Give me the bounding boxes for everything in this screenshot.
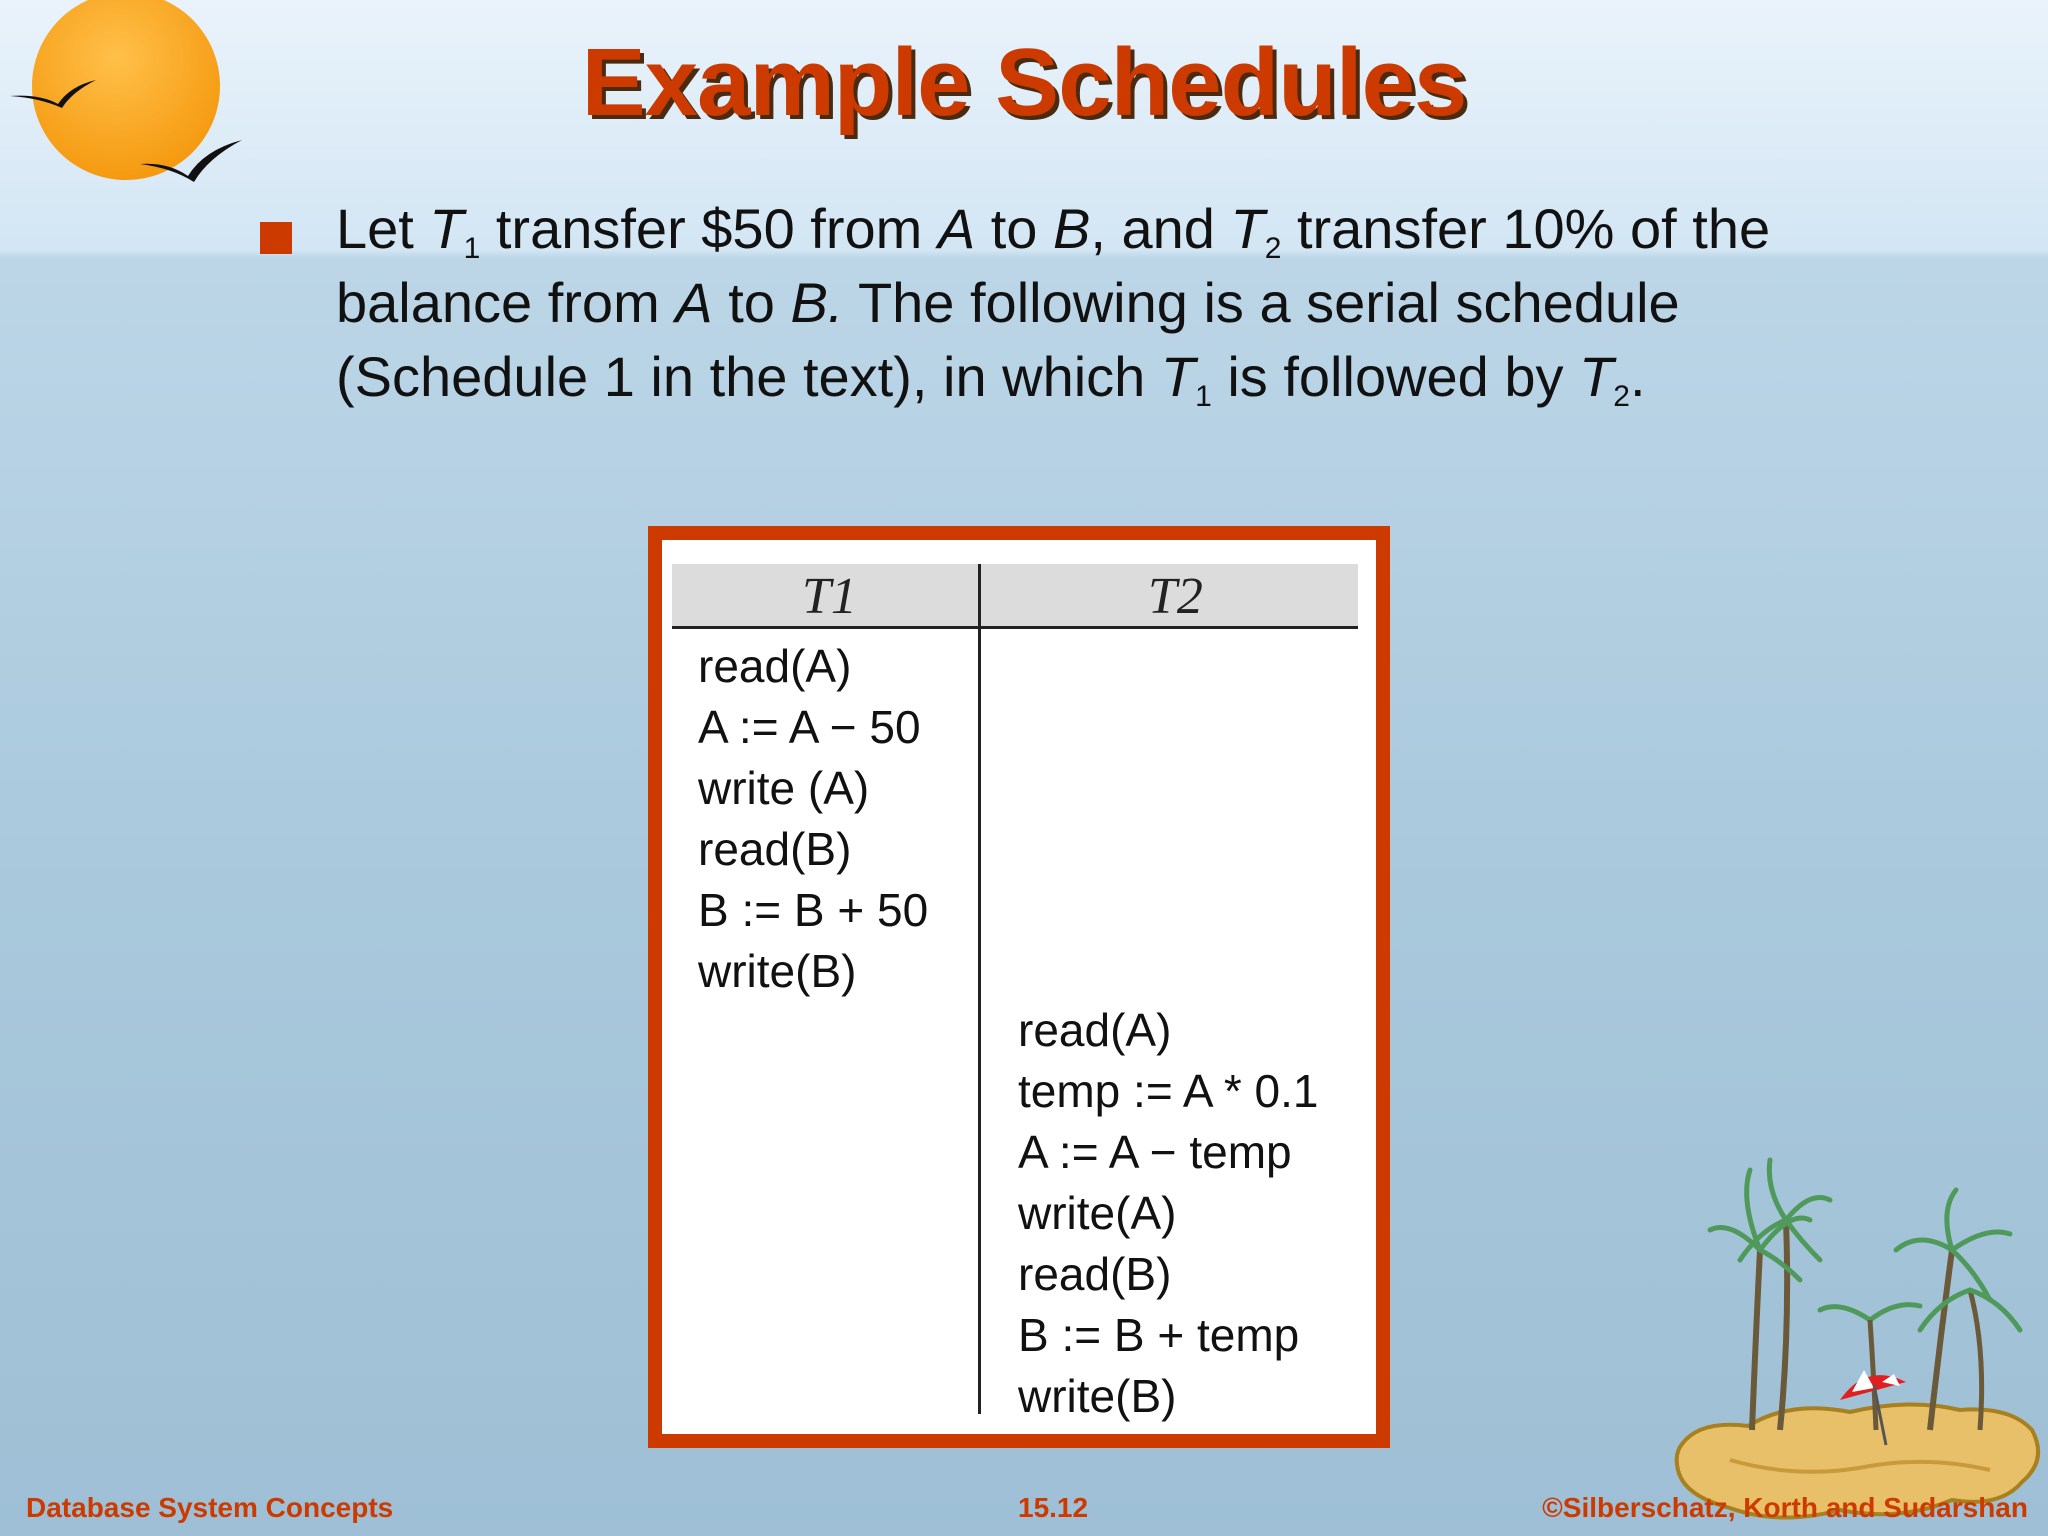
bullet-text: [336, 192, 1796, 414]
text-segment: to: [975, 197, 1054, 260]
t2-operation: read(B): [1018, 1248, 1172, 1300]
italic-var: T: [429, 197, 464, 260]
subscript: 2: [1264, 232, 1282, 265]
t2-operation: A := A − temp: [1018, 1126, 1292, 1178]
text-segment: The following is a serial schedule (Schedule 1 in the text), in which: [336, 271, 1680, 408]
italic-var: A: [937, 197, 976, 260]
column-divider: [978, 564, 981, 1414]
text-segment: , and: [1090, 197, 1231, 260]
footer-course-title: Database System Concepts: [26, 1492, 394, 1523]
subscript: 1: [463, 232, 481, 265]
palm-island-icon: [1670, 1130, 2048, 1536]
t1-operation: read(A): [698, 640, 852, 692]
t1-operation: A := A − 50: [698, 701, 921, 753]
subscript: 2: [1613, 380, 1630, 413]
schedule-header-row: [672, 564, 1358, 629]
italic-var: B: [1053, 197, 1091, 260]
text-segment: to: [712, 271, 791, 334]
subscript: 1: [1195, 380, 1212, 413]
t2-operation: temp := A * 0.1: [1018, 1065, 1319, 1117]
text-segment: transfer 10% of the balance from: [336, 197, 1771, 334]
slide-title: Example Schedules: [581, 29, 1467, 136]
column-header-t1: T1: [802, 568, 857, 625]
italic-var: T: [1160, 345, 1196, 408]
t1-operation: write (A): [698, 762, 870, 814]
text-segment: .: [1629, 345, 1646, 408]
t1-operation: B := B + 50: [698, 884, 929, 936]
italic-var: T: [1230, 197, 1265, 260]
footer-slide-number: 15.12: [1018, 1492, 1089, 1523]
t1-operation: read(B): [698, 823, 852, 875]
italic-var: T: [1579, 345, 1614, 408]
t2-operation: read(A): [1018, 1004, 1172, 1056]
text-segment: transfer $50 from: [480, 197, 938, 260]
schedule-table: [662, 540, 1376, 1434]
italic-var: A: [675, 271, 713, 334]
italic-var: B.: [790, 271, 844, 334]
text-segment: is followed by: [1211, 345, 1580, 408]
column-header-t2: T2: [1148, 568, 1203, 625]
t2-operation: write(A): [1018, 1187, 1177, 1239]
schedule-figure: [648, 526, 1390, 1448]
footer-copyright: ©Silberschatz, Korth and Sudarshan: [1542, 1492, 2028, 1523]
text-segment: Let: [336, 197, 430, 260]
t2-operation: write(B): [1018, 1370, 1177, 1422]
t1-operation: write(B): [698, 945, 857, 997]
t2-operation: B := B + temp: [1018, 1309, 1300, 1361]
bullet-square-icon: [260, 222, 292, 254]
